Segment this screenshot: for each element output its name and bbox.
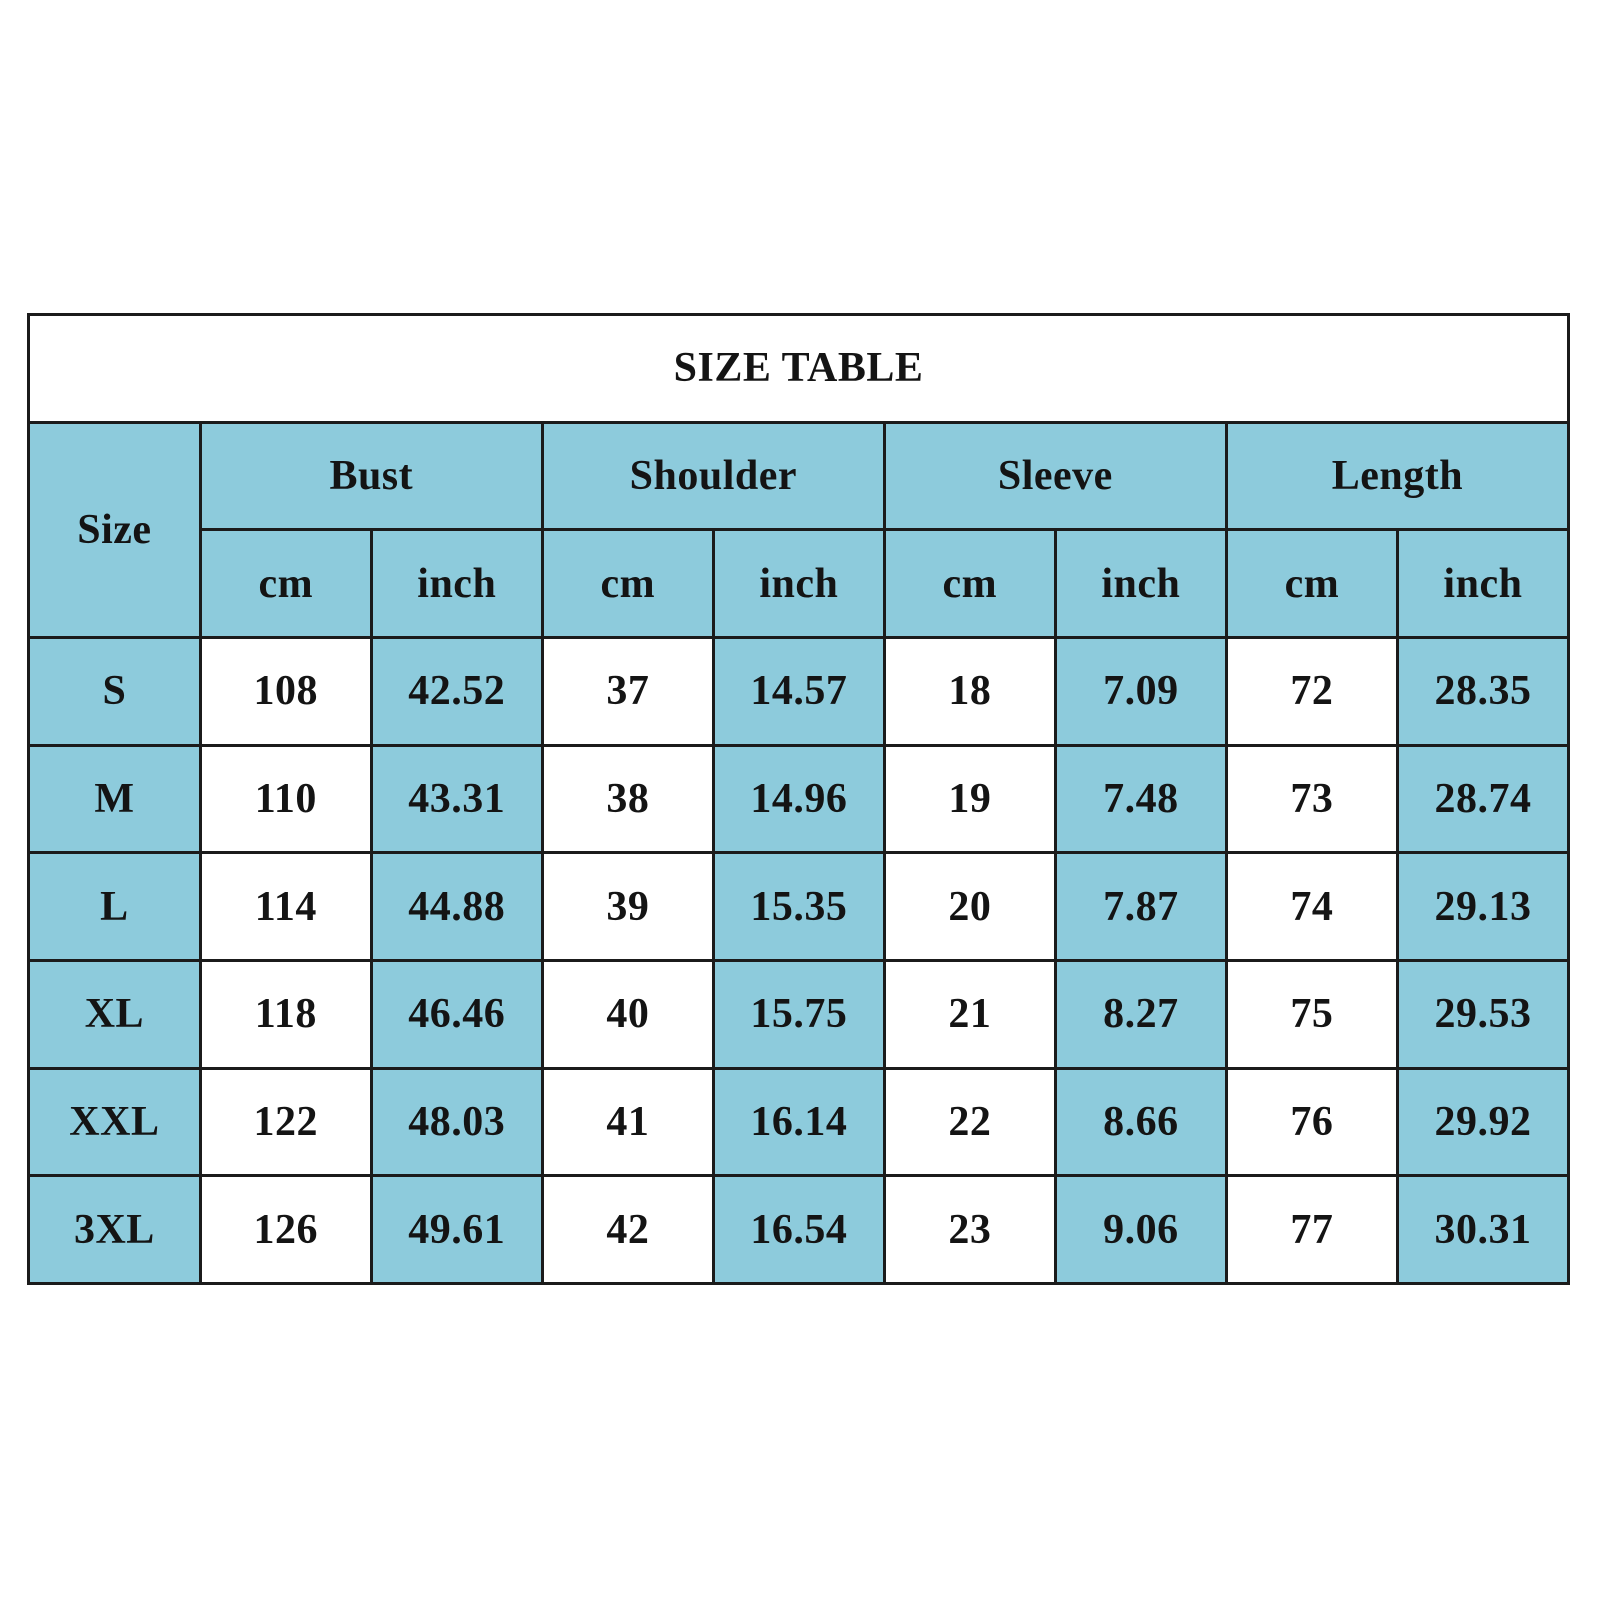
cm-value-cell: 114 [200,853,371,961]
table-row [29,960,1569,1068]
inch-value-cell: 28.74 [1397,745,1568,853]
cm-value-cell: 38 [542,745,713,853]
cm-value-cell: 110 [200,745,371,853]
inch-value-cell: 29.92 [1397,1068,1568,1176]
size-cell: XL [29,960,201,1068]
table-row [29,1176,1569,1284]
size-column-header: Size [29,422,201,637]
cm-value-cell: 19 [884,745,1055,853]
inch-value-cell: 16.14 [713,1068,884,1176]
inch-value-cell: 30.31 [1397,1176,1568,1284]
size-cell: M [29,745,201,853]
unit-header-length-cm: cm [1226,530,1397,638]
table-row [29,638,1569,746]
size-cell: 3XL [29,1176,201,1284]
cm-value-cell: 22 [884,1068,1055,1176]
size-table-body [29,638,1569,1284]
unit-header-row [29,530,1569,638]
table-row [29,745,1569,853]
group-header-sleeve: Sleeve [884,422,1226,530]
cm-value-cell: 41 [542,1068,713,1176]
inch-value-cell: 8.27 [1055,960,1226,1068]
inch-value-cell: 44.88 [371,853,542,961]
cm-value-cell: 40 [542,960,713,1068]
cm-value-cell: 73 [1226,745,1397,853]
group-header-row [29,422,1569,530]
inch-value-cell: 42.52 [371,638,542,746]
inch-value-cell: 16.54 [713,1176,884,1284]
cm-value-cell: 122 [200,1068,371,1176]
cm-value-cell: 72 [1226,638,1397,746]
cm-value-cell: 42 [542,1176,713,1284]
inch-value-cell: 14.96 [713,745,884,853]
cm-value-cell: 39 [542,853,713,961]
size-chart-table [27,313,1570,1285]
inch-value-cell: 43.31 [371,745,542,853]
group-header-length: Length [1226,422,1568,530]
cm-value-cell: 37 [542,638,713,746]
unit-header-sleeve-inch: inch [1055,530,1226,638]
page-title: SIZE TABLE [29,315,1569,423]
cm-value-cell: 108 [200,638,371,746]
group-header-bust: Bust [200,422,542,530]
inch-value-cell: 48.03 [371,1068,542,1176]
unit-header-shoulder-cm: cm [542,530,713,638]
cm-value-cell: 20 [884,853,1055,961]
unit-header-length-inch: inch [1397,530,1568,638]
inch-value-cell: 29.53 [1397,960,1568,1068]
size-cell: L [29,853,201,961]
inch-value-cell: 29.13 [1397,853,1568,961]
inch-value-cell: 9.06 [1055,1176,1226,1284]
inch-value-cell: 7.48 [1055,745,1226,853]
cm-value-cell: 23 [884,1176,1055,1284]
table-row [29,1068,1569,1176]
unit-header-shoulder-inch: inch [713,530,884,638]
group-header-shoulder: Shoulder [542,422,884,530]
inch-value-cell: 49.61 [371,1176,542,1284]
cm-value-cell: 74 [1226,853,1397,961]
inch-value-cell: 7.09 [1055,638,1226,746]
cm-value-cell: 18 [884,638,1055,746]
cm-value-cell: 118 [200,960,371,1068]
table-row [29,853,1569,961]
cm-value-cell: 126 [200,1176,371,1284]
size-cell: S [29,638,201,746]
cm-value-cell: 21 [884,960,1055,1068]
cm-value-cell: 77 [1226,1176,1397,1284]
inch-value-cell: 15.35 [713,853,884,961]
inch-value-cell: 28.35 [1397,638,1568,746]
size-cell: XXL [29,1068,201,1176]
cm-value-cell: 75 [1226,960,1397,1068]
inch-value-cell: 46.46 [371,960,542,1068]
unit-header-sleeve-cm: cm [884,530,1055,638]
unit-header-bust-cm: cm [200,530,371,638]
inch-value-cell: 8.66 [1055,1068,1226,1176]
unit-header-bust-inch: inch [371,530,542,638]
inch-value-cell: 7.87 [1055,853,1226,961]
title-row [29,315,1569,423]
inch-value-cell: 14.57 [713,638,884,746]
size-table [27,313,1570,1285]
inch-value-cell: 15.75 [713,960,884,1068]
cm-value-cell: 76 [1226,1068,1397,1176]
